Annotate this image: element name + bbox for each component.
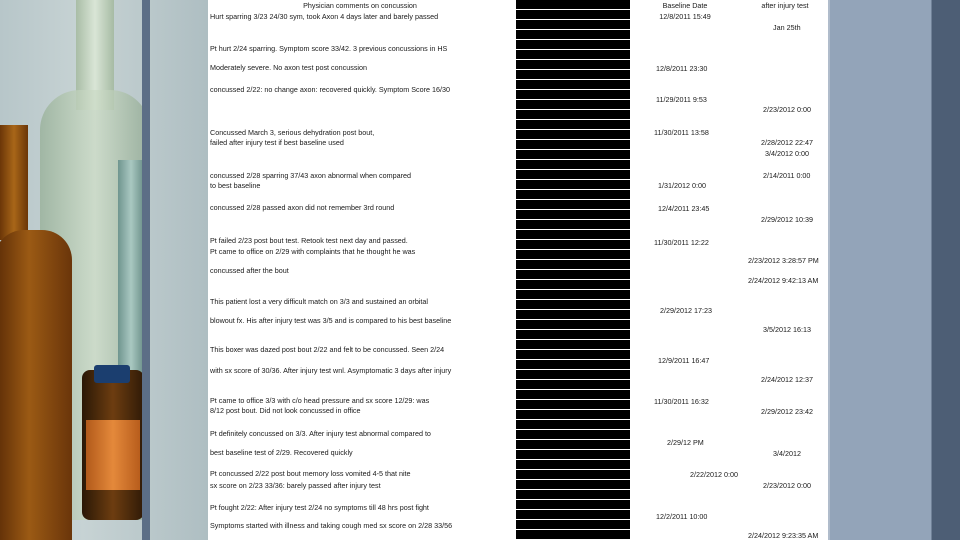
left-edge-stripe — [142, 0, 150, 540]
comment-line: Pt concussed 2/22 post bout memory loss vomited 4-5 that nite — [210, 469, 411, 478]
comment-line: to best baseline — [210, 181, 261, 190]
redacted-column — [516, 0, 630, 540]
baseline-date: 11/29/2011 9:53 — [656, 95, 707, 104]
after-injury-date: 2/29/2012 23:42 — [761, 407, 813, 416]
baseline-header-line2: 12/8/2011 15:49 — [659, 12, 711, 21]
baseline-date: 11/30/2011 13:58 — [654, 128, 709, 137]
comment-line: Pt definitely concussed on 3/3. After injury test abnormal compared to — [210, 429, 431, 438]
comment-line: Pt fought 2/22: After injury test 2/24 no symptoms till 48 hrs post fight — [210, 503, 429, 512]
after-injury-date: 2/24/2012 12:37 — [761, 375, 813, 384]
comment-line: concussed 2/22: no change axon: recovered quickly. Symptom Score 16/30 — [210, 85, 450, 94]
baseline-date: 1/31/2012 0:00 — [658, 181, 706, 190]
comment-line: blowout fx. His after injury test was 3/5 and is compared to his best baseline — [210, 316, 452, 325]
amber-bottle-neck — [0, 125, 28, 240]
baseline-date: 2/29/2012 17:23 — [660, 306, 712, 315]
after-injury-date: 2/23/2012 3:28:57 PM — [748, 256, 819, 265]
after-injury-date: 3/4/2012 — [773, 449, 801, 458]
baseline-header-line1: Baseline Date — [662, 1, 708, 10]
comment-line: Moderately severe. No axon test post concussion — [210, 63, 368, 72]
after-injury-date: 2/28/2012 22:47 — [761, 138, 813, 147]
comment-line: concussed after the bout — [210, 266, 289, 275]
after-injury-header: after injury test — [761, 1, 809, 10]
baseline-date: 12/9/2011 16:47 — [658, 356, 710, 365]
baseline-date: 12/8/2011 23:30 — [656, 64, 708, 73]
comment-line: Pt came to office 3/3 with c/o head pressure and sx score 12/29: was — [210, 396, 430, 405]
baseline-date: 11/30/2011 12:22 — [654, 238, 709, 247]
amber-bottle — [0, 230, 72, 540]
comment-line: Pt hurt 2/24 sparring. Symptom score 33/42. 3 previous concussions in HS — [210, 44, 448, 53]
comment-line: Symptoms started with illness and taking cough med sx score on 2/28 33/56 — [210, 521, 453, 530]
medicine-bottle-cap — [94, 365, 130, 383]
right-edge-band — [830, 0, 960, 540]
comment-line: Hurt sparring 3/23 24/30 sym, took Axon 4 days later and barely passed — [210, 12, 439, 21]
comments-header: Physician comments on concussion — [303, 1, 417, 10]
after-injury-date: 2/29/2012 10:39 — [761, 215, 813, 224]
after-injury-date: 2/14/2011 0:00 — [763, 171, 811, 180]
after-injury-date: 3/5/2012 16:13 — [763, 325, 811, 334]
after-injury-date: 2/23/2012 0:00 — [763, 105, 811, 114]
comment-line: This patient lost a very difficult match on 3/3 and sustained an orbital — [210, 297, 429, 306]
comment-line: 8/12 post bout. Did not look concussed in office — [210, 406, 361, 415]
after-injury-date: 2/24/2012 9:42:13 AM — [748, 276, 819, 285]
bottles-photo — [0, 0, 208, 540]
comment-line: Pt failed 2/23 post bout test. Retook test next day and passed. — [210, 236, 408, 245]
after-injury-date: 3/4/2012 0:00 — [765, 149, 809, 158]
after-injury-date: Jan 25th — [773, 23, 801, 32]
comment-line: Concussed March 3, serious dehydration post bout, — [210, 128, 375, 137]
medicine-bottle-label — [86, 420, 140, 490]
baseline-date: 12/2/2011 10:00 — [656, 512, 708, 521]
baseline-date: 2/22/2012 0:00 — [690, 470, 738, 479]
comment-line: Pt came to office on 2/29 with complaints that he thought he was — [210, 247, 416, 256]
comment-line: best baseline test of 2/29. Recovered quickly — [210, 448, 353, 457]
comment-line: failed after injury test if best baseline used — [210, 138, 344, 147]
comment-line: This boxer was dazed post bout 2/22 and felt to be concussed. Seen 2/24 — [210, 345, 445, 354]
comment-line: with sx score of 30/36. After injury test wnl. Asymptomatic 3 days after injury — [210, 366, 452, 375]
after-injury-date: 2/24/2012 9:23:35 AM — [748, 531, 819, 540]
comment-line: concussed 2/28 passed axon did not remember 3rd round — [210, 203, 395, 212]
baseline-date: 11/30/2011 16:32 — [654, 397, 709, 406]
after-injury-date: 2/23/2012 0:00 — [763, 481, 811, 490]
comment-line: concussed 2/28 sparring 37/43 axon abnormal when compared — [210, 171, 411, 180]
comment-line: sx score on 2/23 33/36: barely passed after injury test — [210, 481, 381, 490]
baseline-date: 12/4/2011 23:45 — [658, 204, 710, 213]
baseline-date: 2/29/12 PM — [667, 438, 704, 447]
